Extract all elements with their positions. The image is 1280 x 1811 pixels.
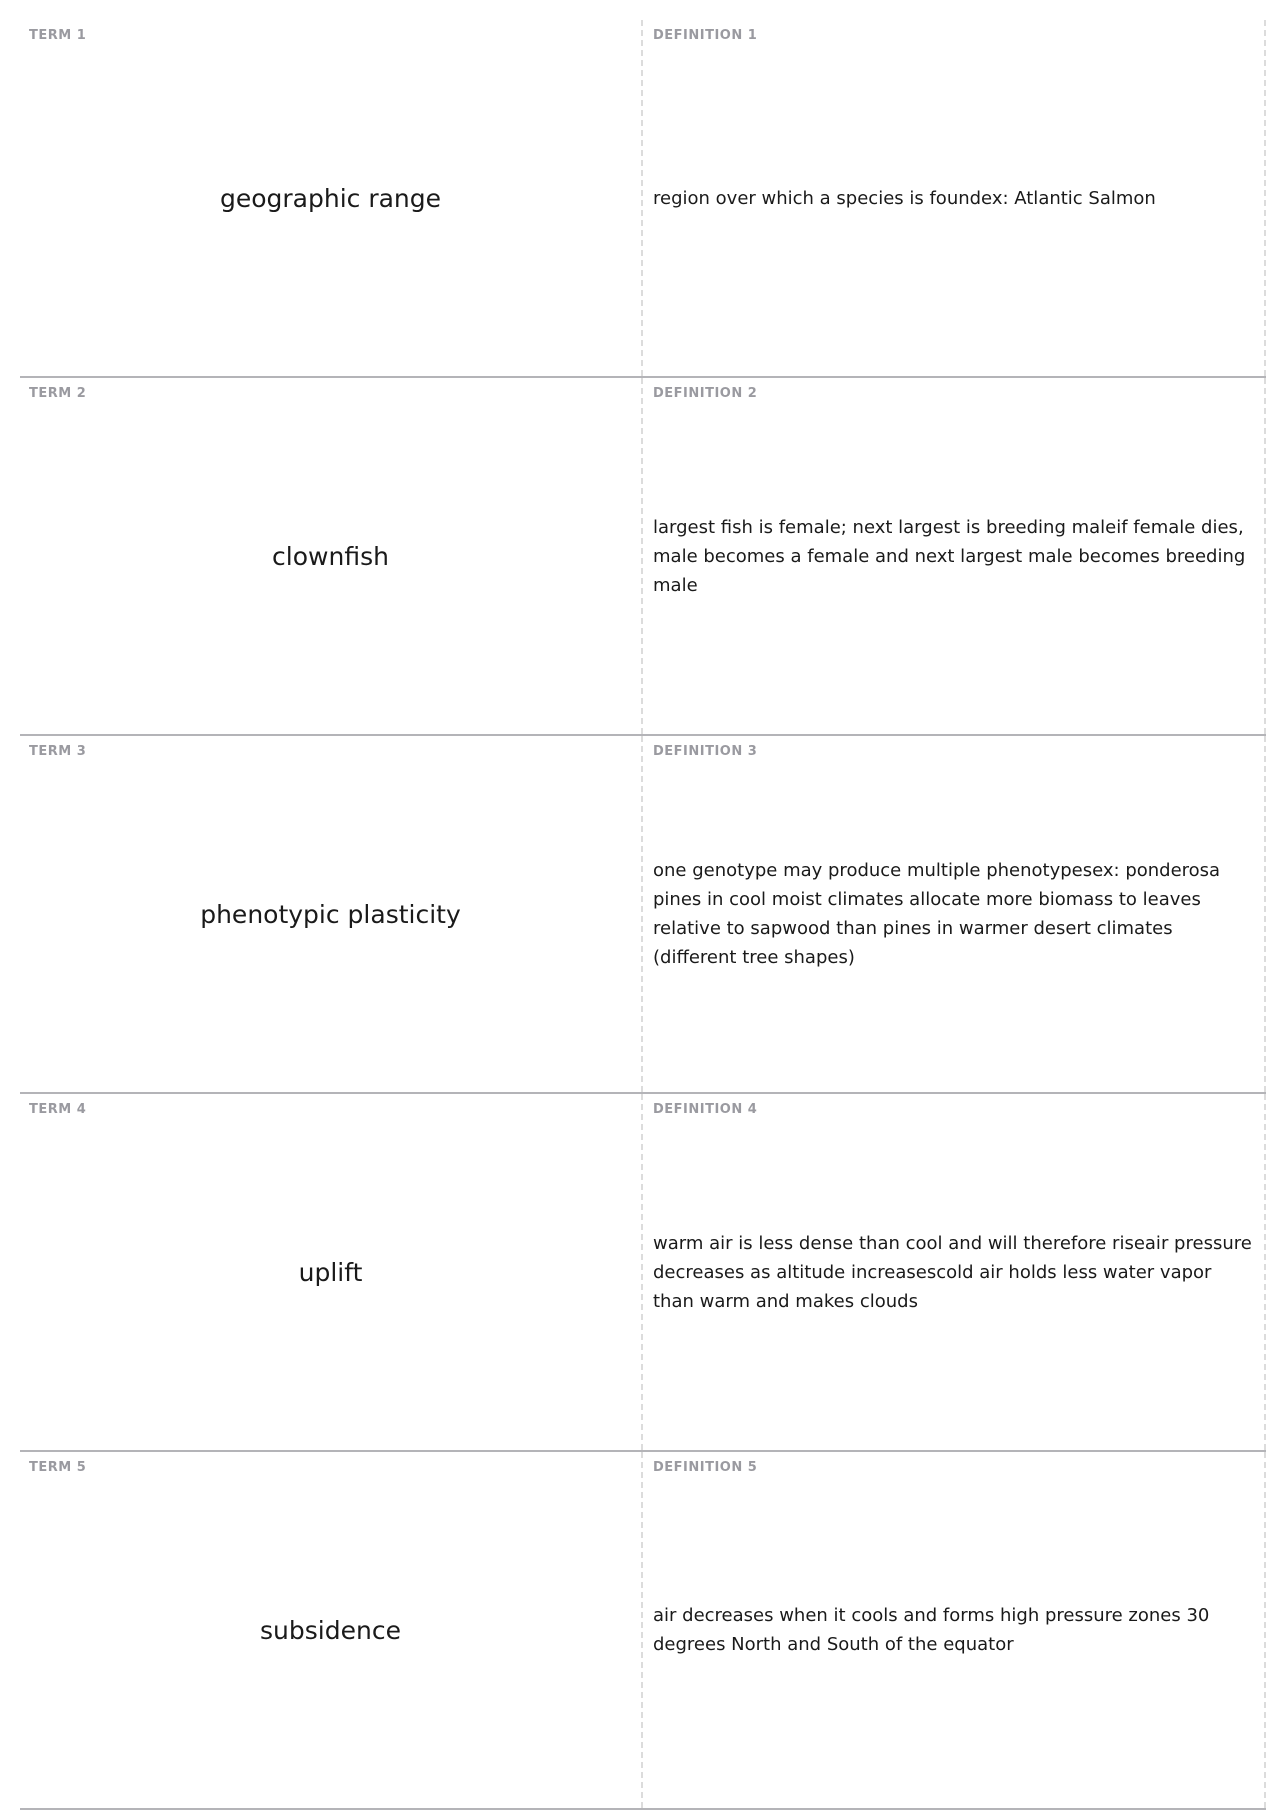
term-cell <box>20 736 643 1092</box>
term-text: clownfish <box>272 541 389 571</box>
term-label: TERM 3 <box>29 744 87 759</box>
definition-text: one genotype may produce multiple phenotypesex: ponderosa pines in cool moist climates allocate more biomass to leaves relative to sapwood than pines in warmer desert climates (different tree shapes) <box>653 860 1221 968</box>
definition-label: DEFINITION 3 <box>653 744 758 759</box>
term-text: subsidence <box>260 1615 401 1645</box>
definition-cell <box>643 1094 1266 1450</box>
definition-label: DEFINITION 4 <box>653 1102 758 1117</box>
term-label: TERM 5 <box>29 1460 87 1475</box>
definition-cell <box>643 1452 1266 1808</box>
card-row <box>20 1094 1266 1452</box>
term-cell <box>20 378 643 734</box>
definition-text: air decreases when it cools and forms high pressure zones 30 degrees North and South of the equator <box>653 1605 1210 1655</box>
card-row <box>20 1452 1266 1810</box>
definition-text: region over which a species is foundex: Atlantic Salmon <box>653 187 1156 209</box>
term-label: TERM 2 <box>29 386 87 401</box>
definition-cell <box>643 20 1266 376</box>
card-row <box>20 736 1266 1094</box>
definition-cell <box>643 378 1266 734</box>
term-text: uplift <box>298 1257 363 1287</box>
definition-text: warm air is less dense than cool and will therefore riseair pressure decreases as altitude increasescold air holds less water vapor than warm and makes clouds <box>653 1232 1252 1312</box>
flashcard-sheet <box>20 20 1266 1810</box>
definition-label: DEFINITION 2 <box>653 386 758 401</box>
term-cell <box>20 1452 643 1808</box>
term-text: geographic range <box>219 183 442 213</box>
definition-cell <box>643 736 1266 1092</box>
card-row <box>20 20 1266 378</box>
definition-label: DEFINITION 1 <box>653 28 758 43</box>
card-row <box>20 378 1266 736</box>
definition-label: DEFINITION 5 <box>653 1460 758 1475</box>
definition-text: largest fish is female; next largest is breeding maleif female dies, male becomes a female and next largest male becomes breeding male <box>653 516 1246 596</box>
term-text: phenotypic plasticity <box>200 899 461 929</box>
term-label: TERM 4 <box>29 1102 87 1117</box>
term-cell <box>20 1094 643 1450</box>
term-cell <box>20 20 643 376</box>
term-label: TERM 1 <box>29 28 87 43</box>
